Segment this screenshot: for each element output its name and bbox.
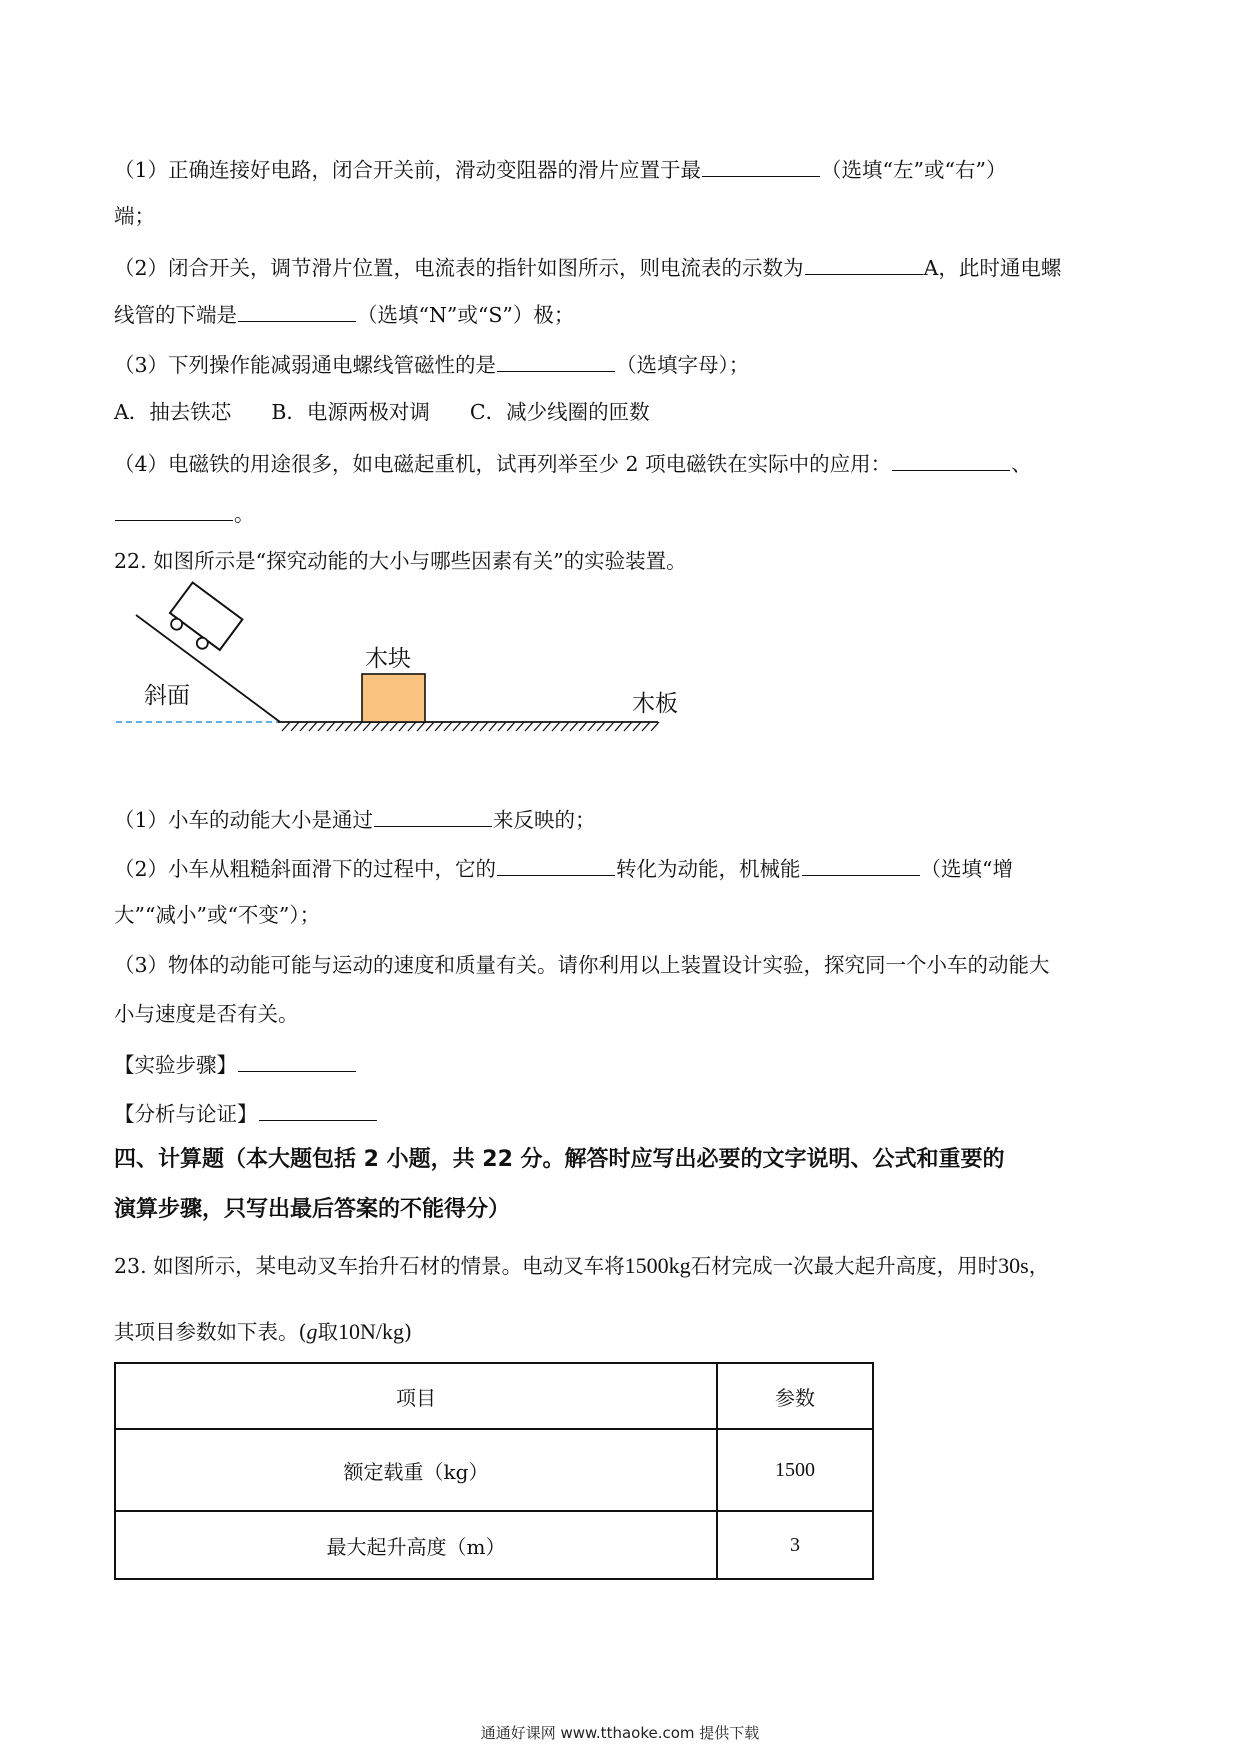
hatch-mark bbox=[498, 722, 506, 731]
q22-part3-text2: 小与速度是否有关。 bbox=[114, 1002, 299, 1026]
hatch-mark bbox=[408, 722, 416, 731]
q22-part3-line bbox=[114, 951, 1050, 979]
q22-part2-mid: 转化为动能，机械能 bbox=[616, 857, 801, 881]
hatch-mark bbox=[516, 722, 524, 731]
hatch-mark bbox=[417, 722, 425, 731]
q21-part4-line bbox=[114, 448, 1032, 478]
hatch-mark bbox=[651, 722, 659, 731]
hatch-mark bbox=[318, 722, 326, 731]
answer-blank[interactable] bbox=[374, 804, 492, 827]
q22-part1-text: （1）小车的动能大小是通过 bbox=[114, 808, 374, 832]
mass-value: 1500kg bbox=[624, 1253, 691, 1278]
section-heading bbox=[114, 1146, 1005, 1174]
hatch-mark bbox=[381, 722, 389, 731]
hatch-mark bbox=[624, 722, 632, 731]
section-heading-line2: 演算步骤，只写出最后答案的不能得分） bbox=[114, 1197, 511, 1222]
hatch-mark bbox=[426, 722, 434, 731]
q23-intro-end: ， bbox=[1028, 1254, 1050, 1278]
hatch-mark bbox=[642, 722, 650, 731]
table-row bbox=[115, 1429, 873, 1511]
hatch-mark bbox=[561, 722, 569, 731]
hatch-mark bbox=[399, 722, 407, 731]
q22-intro bbox=[114, 547, 687, 575]
hatch-mark bbox=[327, 722, 335, 731]
slope-label: 斜面 bbox=[144, 683, 190, 709]
q21-options-line bbox=[114, 398, 650, 426]
answer-blank[interactable] bbox=[238, 1049, 356, 1072]
board-label: 木板 bbox=[632, 691, 678, 717]
hatch-mark bbox=[507, 722, 515, 731]
q21-part4-line2 bbox=[114, 498, 255, 528]
q21-part2-unit: A，此时通电螺 bbox=[923, 256, 1062, 280]
experiment-figure bbox=[100, 585, 678, 755]
q21-part4-end: 。 bbox=[234, 502, 255, 526]
hatch-mark bbox=[354, 722, 362, 731]
answer-blank[interactable] bbox=[238, 299, 356, 322]
q22-part2-hint2: 大”“减小”或“不变”）； bbox=[114, 903, 321, 927]
answer-blank[interactable] bbox=[805, 252, 923, 275]
g-value: 10N/kg bbox=[338, 1319, 404, 1344]
hatch-mark bbox=[390, 722, 398, 731]
answer-blank[interactable] bbox=[497, 853, 615, 876]
q21-part2-line bbox=[114, 252, 1061, 282]
page-footer: 通通好课网 www.tthaoke.com 提供下载 bbox=[480, 1724, 760, 1742]
analysis-label: 【分析与论证】 bbox=[114, 1102, 258, 1126]
steps-label: 【实验步骤】 bbox=[114, 1053, 237, 1077]
hatch-mark bbox=[309, 722, 317, 731]
hatch-mark bbox=[345, 722, 353, 731]
q23-intro-end2: ) bbox=[404, 1320, 412, 1344]
q21-part4-sep: 、 bbox=[1011, 452, 1032, 476]
hatch-mark bbox=[615, 722, 623, 731]
q21-part3-hint: （选填字母）； bbox=[616, 353, 750, 377]
q23-intro-text4: 取 bbox=[317, 1320, 338, 1344]
q21-part2-text2: 线管的下端是 bbox=[114, 303, 237, 327]
hatch-mark bbox=[480, 722, 488, 731]
answer-blank[interactable] bbox=[497, 349, 615, 372]
hatch-mark bbox=[336, 722, 344, 731]
board-hatching bbox=[282, 722, 659, 731]
q22-analysis-line bbox=[114, 1098, 378, 1128]
answer-blank[interactable] bbox=[115, 498, 233, 521]
q21-part1-end: 端； bbox=[114, 204, 155, 228]
q23-intro-text3: 其项目参数如下表。( bbox=[114, 1320, 307, 1344]
answer-blank[interactable] bbox=[892, 448, 1010, 471]
hatch-mark bbox=[489, 722, 497, 731]
hatch-mark bbox=[543, 722, 551, 731]
hatch-mark bbox=[462, 722, 470, 731]
time-value: 30s bbox=[998, 1253, 1029, 1278]
hatch-mark bbox=[606, 722, 614, 731]
option-c: C．减少线圈的匝数 bbox=[469, 400, 650, 424]
q23-intro-line2 bbox=[114, 1318, 412, 1346]
q22-part3-line2 bbox=[114, 1000, 299, 1028]
hatch-mark bbox=[291, 722, 299, 731]
block-label: 木块 bbox=[365, 646, 411, 672]
g-symbol: g bbox=[306, 1319, 318, 1344]
wood-block bbox=[362, 674, 425, 722]
q22-part3-text: （3）物体的动能可能与运动的速度和质量有关。请你利用以上装置设计实验，探究同一个小车的动能大 bbox=[114, 953, 1050, 977]
q23-intro-line bbox=[114, 1252, 1049, 1280]
q21-part2-text: （2）闭合开关，调节滑片位置，电流表的指针如图所示，则电流表的示数为 bbox=[114, 256, 804, 280]
hatch-mark bbox=[471, 722, 479, 731]
table-header-cell: 项目 bbox=[115, 1363, 717, 1429]
answer-blank[interactable] bbox=[702, 154, 820, 177]
q21-part1-text: （1）正确连接好电路，闭合开关前，滑动变阻器的滑片应置于最 bbox=[114, 158, 702, 182]
q22-part2-line2 bbox=[114, 901, 320, 929]
q22-part2-line bbox=[114, 853, 1013, 883]
q21-part2-hint: （选填“N”或“S”）极； bbox=[357, 303, 575, 327]
q22-part2-text: （2）小车从粗糙斜面滑下的过程中，它的 bbox=[114, 857, 497, 881]
hatch-mark bbox=[570, 722, 578, 731]
hatch-mark bbox=[534, 722, 542, 731]
hatch-mark bbox=[579, 722, 587, 731]
hatch-mark bbox=[633, 722, 641, 731]
q21-part3-text: （3）下列操作能减弱通电螺线管磁性的是 bbox=[114, 353, 497, 377]
table-header-cell: 参数 bbox=[717, 1363, 873, 1429]
section-heading-2 bbox=[114, 1196, 510, 1224]
hatch-mark bbox=[525, 722, 533, 731]
q21-part2-line2 bbox=[114, 299, 574, 329]
table-cell: 3 bbox=[717, 1511, 873, 1579]
hatch-mark bbox=[444, 722, 452, 731]
option-b: B．电源两极对调 bbox=[271, 400, 430, 424]
q21-part1-hint: （选填“左”或“右”） bbox=[821, 158, 1007, 182]
hatch-mark bbox=[372, 722, 380, 731]
parameter-table bbox=[114, 1362, 874, 1580]
table-cell: 最大起升高度（m） bbox=[115, 1511, 717, 1579]
section-heading-line1: 四、计算题（本大题包括 2 小题，共 22 分。解答时应写出必要的文字说明、公式和重要的 bbox=[114, 1147, 1005, 1172]
option-a: A．抽去铁芯 bbox=[114, 400, 232, 424]
hatch-mark bbox=[435, 722, 443, 731]
q21-part4-text: （4）电磁铁的用途很多，如电磁起重机，试再列举至少 2 项电磁铁在实际中的应用： bbox=[114, 452, 892, 476]
hatch-mark bbox=[363, 722, 371, 731]
hatch-mark bbox=[552, 722, 560, 731]
q21-part1-line bbox=[114, 154, 1006, 184]
hatch-mark bbox=[453, 722, 461, 731]
q22-part1-end: 来反映的； bbox=[493, 808, 596, 832]
q21-part3-line bbox=[114, 349, 749, 379]
q23-intro-text: 23. 如图所示，某电动叉车抬升石材的情景。电动叉车将 bbox=[114, 1254, 625, 1278]
answer-blank[interactable] bbox=[259, 1098, 377, 1121]
hatch-mark bbox=[282, 722, 290, 731]
hatch-mark bbox=[597, 722, 605, 731]
table-row bbox=[115, 1511, 873, 1579]
q23-intro-text2: 石材完成一次最大起升高度，用时 bbox=[690, 1254, 999, 1278]
hatch-mark bbox=[588, 722, 596, 731]
q22-steps-line bbox=[114, 1049, 357, 1079]
q22-intro-text: 22. 如图所示是“探究动能的大小与哪些因素有关”的实验装置。 bbox=[114, 549, 687, 573]
table-cell: 额定载重（kg） bbox=[115, 1429, 717, 1511]
hatch-mark bbox=[300, 722, 308, 731]
table-header-row bbox=[115, 1363, 873, 1429]
answer-blank[interactable] bbox=[802, 853, 920, 876]
q21-part1-line2 bbox=[114, 202, 155, 230]
q22-part1-line bbox=[114, 804, 596, 834]
q22-part2-hint: （选填“增 bbox=[920, 857, 1014, 881]
table-cell: 1500 bbox=[717, 1429, 873, 1511]
cart bbox=[164, 582, 243, 658]
